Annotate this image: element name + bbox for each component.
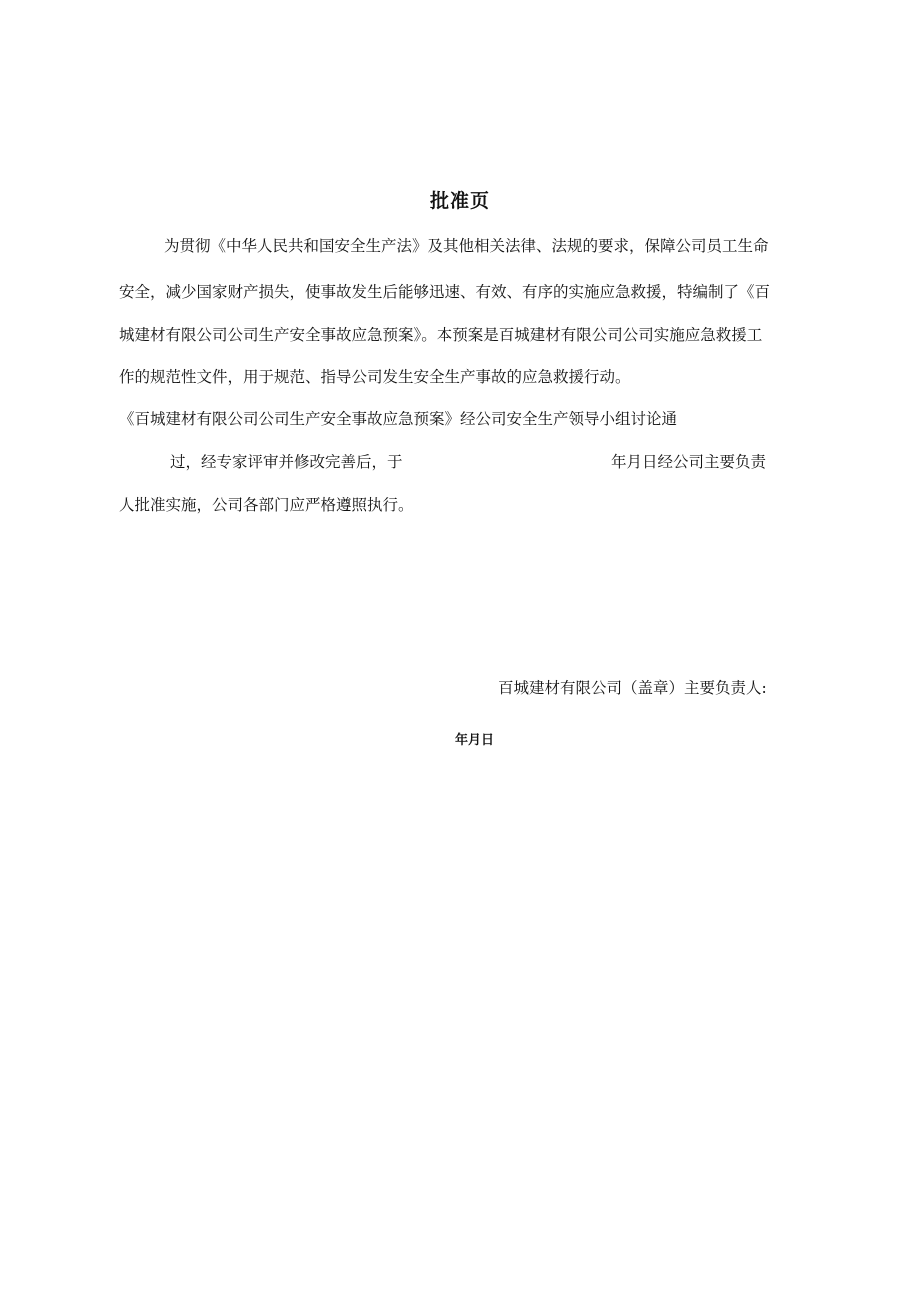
paragraph-line-4: 作的规范性文件，用于规范、指导公司发生安全生产事故的应急救援行动。 bbox=[119, 368, 631, 386]
page-title: 批准页 bbox=[429, 190, 490, 212]
date-line: 年月日 bbox=[455, 733, 495, 748]
paragraph-line-6-start: 过，经专家评审并修改完善后，于 bbox=[170, 453, 403, 471]
paragraph-line-6-end: 年月日经公司主要负责 bbox=[611, 453, 767, 471]
paragraph-line-5: 《百城建材有限公司公司生产安全事故应急预案》经公司安全生产领导小组讨论通 bbox=[119, 410, 678, 428]
paragraph-line-3: 城建材有限公司公司生产安全事故应急预案》。本预案是百城建材有限公司公司实施应急救援工 bbox=[119, 326, 763, 344]
signature-line: 百城建材有限公司（盖章）主要负责人: bbox=[498, 679, 767, 697]
paragraph-line-2: 安全，减少国家财产损失，使事故发生后能够迅速、有效、有序的实施应急救援，特编制了《百 bbox=[119, 283, 771, 301]
paragraph-line-1: 为贯彻《中华人民共和国安全生产法》及其他相关法律、法规的要求，保障公司员工生命 bbox=[164, 237, 769, 255]
paragraph-line-7: 人批准实施，公司各部门应严格遵照执行。 bbox=[119, 496, 414, 514]
